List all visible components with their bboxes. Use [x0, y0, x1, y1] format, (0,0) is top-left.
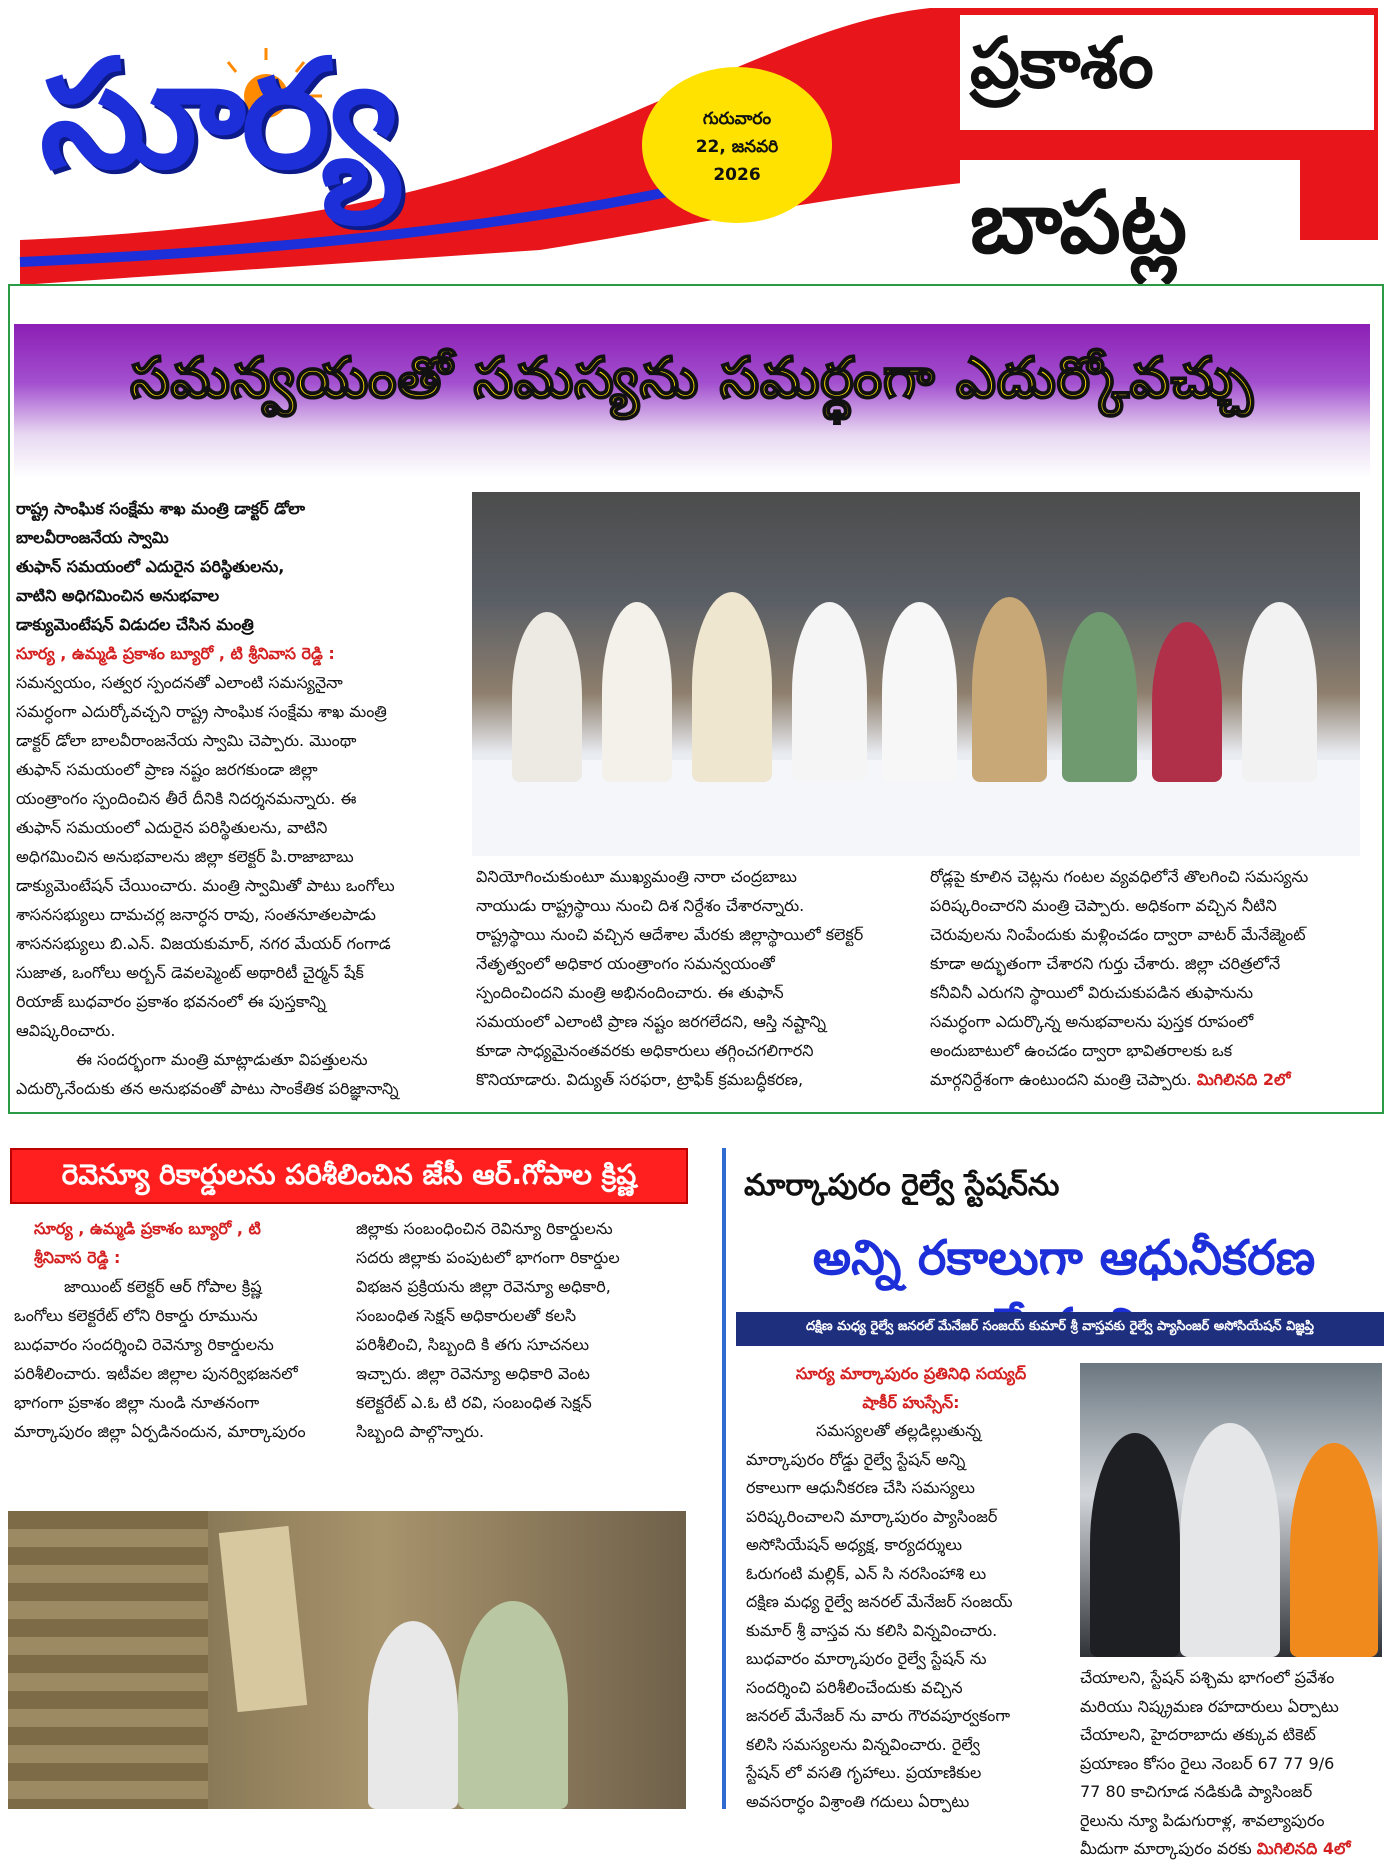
body-line: రకాలుగా ఆధునీకరణ చేసి సమస్యలు	[746, 1478, 975, 1497]
edition-name-bapatla: బాపట్ల	[970, 173, 1188, 273]
railway-body-col2	[1080, 1664, 1384, 1864]
byline: షాకీర్ హుస్సేన్:	[862, 1392, 960, 1412]
body-line: కొనియాడారు. విద్యుత్ సరఫరా, ట్రాఫిక్ క్రమబద్ధీకరణ,	[476, 1070, 804, 1089]
body-line: పరిశీలించారు. ఇటీవల జిల్లాల పునర్విభజనలో	[14, 1364, 298, 1383]
body-line: జాయింట్ కలెక్టర్ ఆర్ గోపాల క్రిష్ణ	[64, 1277, 262, 1296]
body-line: రోడ్లపై కూలిన చెట్లను గంటల వ్యవధిలోనే తొలగించి సమస్యను	[930, 867, 1309, 886]
body-line: స్టేషన్ లో వసతి గృహాలు. ప్రయాణికుల	[746, 1763, 982, 1782]
body-line: నాయుడు రాష్ట్రస్థాయి నుంచి దిశ నిర్దేశం చేశారన్నారు.	[476, 896, 805, 915]
person-figure	[1290, 1443, 1378, 1657]
body-line: సమయంలో ఎలాంటి ప్రాణ నష్టం జరగలేదని, ఆస్తి నష్టాన్ని	[476, 1012, 827, 1031]
body-line: డాక్టర్ డోలా బాలవీరాంజనేయ స్వామి చెప్పారు. మొంథా	[16, 731, 357, 750]
lead-intro	[16, 494, 466, 639]
body-line: శాసనసభ్యులు బి.ఎన్. విజయకుమార్, నగర మేయర్ గంగాడ	[16, 934, 391, 953]
body-line: దక్షిణ మధ్య రైల్వే జనరల్ మేనేజర్ సంజయ్	[746, 1592, 1013, 1611]
person-figure	[458, 1601, 568, 1809]
body-line: 77 80 కాచిగూడ నడికుడి ప్యాసింజర్	[1080, 1782, 1313, 1801]
railway-subhead-bar	[736, 1312, 1384, 1346]
masthead	[0, 0, 1394, 300]
record-shelf	[8, 1511, 208, 1809]
body-line: మార్కాపురం జిల్లా ఏర్పడినందున, మార్కాపురం	[14, 1422, 306, 1441]
body-line: సమర్ధంగా ఎదుర్కోవచ్చని రాష్ట్ర సాంఘిక సంక్షేమ శాఖ మంత్రి	[16, 702, 387, 721]
person-figure	[1242, 602, 1317, 782]
body-line: సమస్యలతో తల్లడిల్లుతున్న	[816, 1421, 982, 1440]
revenue-headline: రెవెన్యూ రికార్డులను పరిశీలించిన జేసీ ఆర్.గోపాల క్రిష్ణ	[61, 1158, 637, 1191]
body-line: సిబ్బంది పాల్గొన్నారు.	[356, 1422, 485, 1441]
byline: సూర్య మార్కాపురం ప్రతినిధి సయ్యద్	[795, 1364, 1027, 1383]
body-line: అధిగమించిన అనుభవాలను జిల్లా కలెక్టర్ పి.రాజాబాబు	[16, 847, 354, 866]
paper-logo: సూర్య	[40, 28, 396, 202]
body-line: ఒంగోలు కలెక్టరేట్ లోని రికార్డు రూమును	[14, 1306, 258, 1325]
continued-marker: మిగిలినది 2లో	[1196, 1070, 1291, 1089]
body-line: సదరు జిల్లాకు పంపుటలో భాగంగా రికార్డుల	[356, 1248, 620, 1267]
person-figure	[972, 597, 1047, 782]
body-line: తుఫాన్ సమయంలో ప్రాణ నష్టం జరగకుండా జిల్లా	[16, 760, 318, 779]
revenue-body-col2	[356, 1214, 686, 1446]
issue-year: 2026	[713, 165, 761, 185]
record-board	[219, 1526, 307, 1712]
body-line: చెరువులను నింపేందుకు మళ్లించడం ద్వారా వాటర్ మేనేజ్మెంట్	[930, 925, 1306, 944]
body-line: చేయాలని, స్టేషన్ పశ్చిమ భాగంలో ప్రవేశం	[1080, 1668, 1335, 1687]
body-line: కలిసి సమస్యలను విన్నవించారు. రైల్వే	[746, 1734, 980, 1754]
body-line: రియాజ్ బుధవారం ప్రకాశం భవనంలో ఈ పుస్తకాన్ని	[16, 992, 326, 1011]
body-line: కూడా అద్భుతంగా చేశారని గుర్తు చేశారు. జిల్లా చరిత్రలోనే	[930, 954, 1281, 973]
intro-line: డాక్యుమెంటేషన్ విడుదల చేసిన మంత్రి	[16, 615, 254, 634]
railway-subhead: దక్షిణ మధ్య రైల్వే జనరల్ మేనేజర్ సంజయ్ కుమార్ శ్రీ వాస్తవకు రైల్వే ప్యాసింజర్ అసోసియేషన్ విజ్ఞప్తి	[805, 1319, 1315, 1334]
person-figure	[602, 602, 672, 782]
body-line: సమన్వయం, సత్వర స్పందనతో ఎలాంటి సమస్యనైనా	[16, 673, 343, 692]
intro-line: తుఫాన్ సమయంలో ఎదురైన పరిస్థితులను,	[16, 557, 285, 576]
body-line: కలెక్టరేట్ ఎ.ఓ టి రవి, సంబంధిత సెక్షన్	[356, 1393, 592, 1412]
railway-body-col1	[746, 1360, 1076, 1816]
body-line: పరిశీలించి, సిబ్బంది కి తగు సూచనలు	[356, 1335, 590, 1354]
body-line: చేయాలని, హైదరాబాదు తక్కువ టికెట్	[1080, 1725, 1316, 1744]
lead-body-col3	[930, 862, 1370, 1094]
body-line: శాసనసభ్యులు దామచర్ల జనార్ధన రావు, సంతనూతలపాడు	[16, 905, 376, 924]
body-line: ఎదుర్కొనేందుకు తన అనుభవంతో పాటు సాంకేతిక పరిజ్ఞానాన్ని	[16, 1079, 399, 1098]
person-figure	[512, 612, 582, 782]
lead-headline-banner	[14, 324, 1370, 478]
body-line: నేతృత్వంలో అధికార యంత్రాంగం సమన్వయంతో	[476, 954, 775, 973]
body-line: జనరల్ మేనేజర్ ను వారు గౌరవపూర్వకంగా	[746, 1706, 1011, 1725]
body-line: యంత్రాంగం స్పందించిన తీరే దీనికి నిదర్శనమన్నారు. ఈ	[16, 789, 357, 808]
person-figure	[1062, 612, 1137, 782]
body-line: ఆవిష్కరించారు.	[16, 1021, 116, 1040]
body-line: బుధవారం మార్కాపురం రైల్వే స్టేషన్ ను	[746, 1649, 987, 1668]
body-line: విభజన ప్రక్రియను జిల్లా రెవెన్యూ అధికారి,	[356, 1277, 611, 1296]
person-figure	[882, 602, 957, 782]
body-line	[930, 1065, 1370, 1094]
body-line: సంబంధిత సెక్షన్ అధికారులతో కలసి	[356, 1306, 577, 1325]
body-line: అవసరార్ధం విశ్రాంతి గదులు ఏర్పాటు	[746, 1791, 970, 1811]
lead-photo-book-release	[472, 492, 1360, 856]
body-line: ఈ సందర్భంగా మంత్రి మాట్లాడుతూ విపత్తులను	[76, 1050, 368, 1069]
person-figure	[368, 1621, 458, 1809]
body-line: అసోసియేషన్ అధ్యక్ష, కార్యదర్శులు	[746, 1535, 963, 1554]
body-line: పరిష్కరించాలని మార్కాపురం ప్యాసింజర్	[746, 1506, 998, 1526]
person-figure	[692, 592, 772, 782]
body-line: రాష్ట్రస్థాయి నుంచి వచ్చిన ఆదేశాల మేరకు జిల్లాస్థాయిలో కలెక్టర్	[476, 925, 864, 944]
body-line: కుమార్ శ్రీ వాస్తవ ను కలిసి విన్నవించారు.	[746, 1620, 998, 1640]
railway-kicker: మార్కాపురం రైల్వే స్టేషన్‌ను	[744, 1168, 1060, 1203]
body-line: రైలును న్యూ పిడుగురాళ్ల, శావల్యాపురం	[1080, 1810, 1325, 1830]
intro-line: రాష్ట్ర సాంఘిక సంక్షేమ శాఖ మంత్రి డాక్టర్ డోలా	[16, 499, 306, 518]
body-line: సమర్ధంగా ఎదుర్కొన్న అనుభవాలను పుస్తక రూపంలో	[930, 1012, 1254, 1031]
person-figure	[1152, 622, 1222, 782]
body-line	[1080, 1835, 1384, 1864]
byline: శ్రీనివాస రెడ్డి :	[34, 1248, 121, 1267]
railway-story-rule	[722, 1148, 726, 1809]
body-line: కనీవినీ ఎరుగని స్థాయిలో విరుచుకుపడిన తుఫానును	[930, 983, 1253, 1002]
revenue-headline-banner	[10, 1148, 688, 1204]
body-line: ప్రయాణం కోసం రైలు నెంబర్ 67 77 9/6	[1080, 1753, 1335, 1773]
body-line: భాగంగా ప్రకాశం జిల్లా నుండి నూతనంగా	[14, 1393, 260, 1412]
person-figure	[1090, 1433, 1180, 1657]
intro-line: బాలవీరాంజనేయ స్వామి	[16, 528, 169, 547]
byline: సూర్య , ఉమ్మడి ప్రకాశం బ్యూరో , టి శ్రీనివాస రెడ్డి :	[16, 644, 335, 663]
body-line: కూడా సాధ్యమైనంతవరకు అధికారులు తగ్గించగలిగారని	[476, 1041, 814, 1060]
revenue-photo-record-room	[8, 1511, 686, 1809]
body-line: ఇచ్చారు. జిల్లా రెవెన్యూ అధికారి వెంట	[356, 1364, 590, 1383]
lead-body-col1	[16, 639, 468, 1103]
body-line: మార్కాపురం రోడ్డు రైల్వే స్టేషన్ అన్ని	[746, 1449, 966, 1469]
edition-name-prakasam: ప్రకాశం	[970, 22, 1154, 104]
intro-line: వాటిని అధిగమించిన అనుభవాల	[16, 586, 220, 605]
body-line-text: మీదుగా మార్కాపురం వరకు	[1080, 1839, 1252, 1858]
body-line: బుధవారం సందర్శించి రెవెన్యూ రికార్డులను	[14, 1335, 274, 1354]
railway-headline: అన్ని రకాలుగా ఆధునీకరణ	[812, 1230, 1316, 1286]
body-line: అందుబాటులో ఉంచడం ద్వారా భావితరాలకు ఒక	[930, 1041, 1233, 1060]
continued-marker: మిగిలినది 4లో	[1256, 1839, 1351, 1858]
lead-body-col2	[476, 862, 916, 1094]
body-line: సందర్శించి పరిశీలించేందుకు వచ్చిన	[746, 1677, 963, 1697]
body-line: తుఫాన్ సమయంలో ఎదురైన పరిస్థితులను, వాటిని	[16, 818, 328, 837]
person-figure	[1180, 1423, 1280, 1657]
body-line: స్పందించిందని మంత్రి అభినందించారు. ఈ తుఫాన్	[476, 983, 784, 1002]
body-line: ఓరుగంటి మల్లిక్, ఎన్ సి నరసింహాశి లు	[746, 1563, 987, 1583]
body-line: సుజాత, ఒంగోలు అర్బన్ డెవలప్మెంట్ అథారిటీ చైర్మన్ షేక్	[16, 963, 364, 982]
person-figure	[792, 602, 867, 782]
body-line-text: మార్గనిర్దేశంగా ఉంటుందని మంత్రి చెప్పారు.	[930, 1070, 1192, 1089]
body-line: జిల్లాకు సంబంధించిన రెవిన్యూ రికార్డులను	[356, 1219, 613, 1238]
issue-day: గురువారం	[702, 109, 772, 129]
issue-date-text: 22, జనవరి	[695, 137, 779, 157]
lead-headline: సమన్వయంతో సమస్యను సమర్ధంగా ఎదుర్కోవచ్చు	[130, 346, 1254, 411]
byline: సూర్య , ఉమ్మడి ప్రకాశం బ్యూరో , టి	[34, 1219, 261, 1238]
body-line: పరిష్కరించారని మంత్రి చెప్పారు. అధికంగా వచ్చిన నీటిని	[930, 896, 1277, 915]
revenue-body-col1	[14, 1214, 344, 1446]
body-line: మరియు నిష్క్రమణ రహదారులు ఏర్పాటు	[1080, 1696, 1339, 1716]
issue-date	[672, 105, 802, 189]
body-line: డాక్యుమెంటేషన్ చేయించారు. మంత్రి స్వామితో పాటు ఒంగోలు	[16, 876, 395, 895]
body-line: వినియోగించుకుంటూ ముఖ్యమంత్రి నారా చంద్రబాబు	[476, 867, 797, 886]
railway-photo-gm-visit	[1080, 1363, 1382, 1657]
